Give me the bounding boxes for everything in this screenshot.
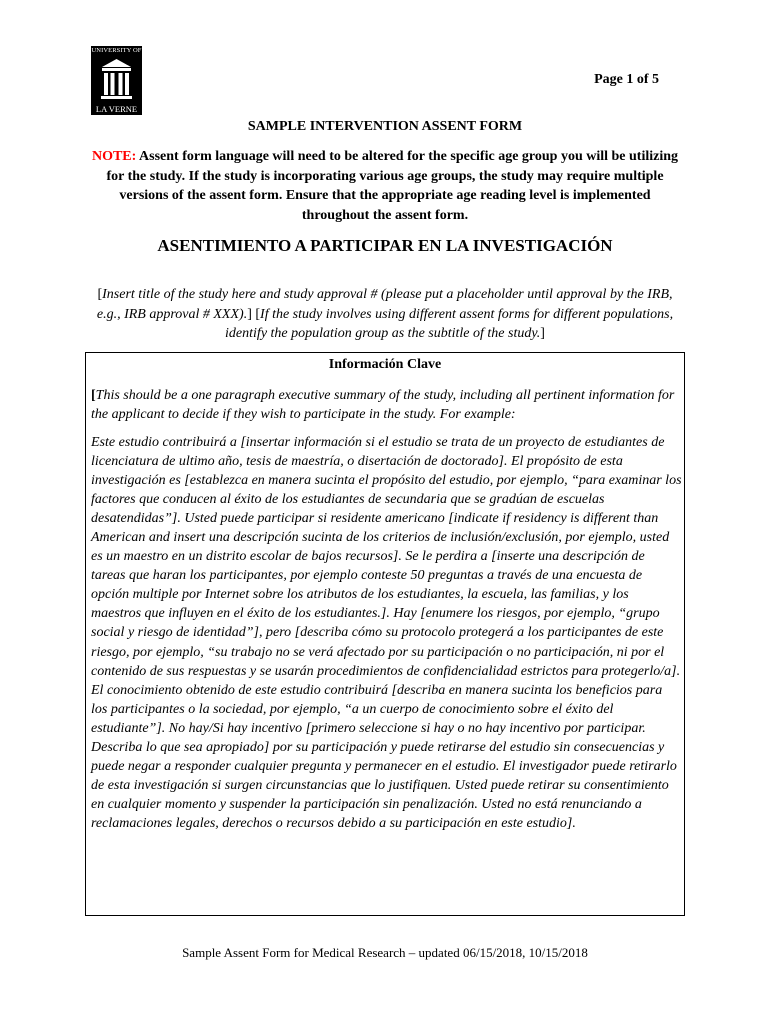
key-information-summary — [91, 386, 681, 425]
key-information-body: Este estudio contribuirá a [insertar información si el estudio se trata de un proyecto de estudiantes de licenciatura de ultimo año, tesis de maestría, o disertación de doctorado]. El propósito de esta investigación es [establezca en manera sucinta el propósito del estudio, por ejemplo, “para examinar los factores que conducen al éxito de los estudiantes de secundaria que se gradúan de escuelas desatendidas”]. Usted puede participar si residente americano [indicate if residency is different than American and insert una descripción sucinta de los criterios de inclusión/exclusión, por ejemplo, usted es un maestro en un distrito escolar de bajos recursos]. Se le perdira a [inserte una descripción de tareas que haran los participantes, por ejemplo conteste 50 preguntas a través de una encuesta de opción multiple por Internet sobre los atributos de los estudiantes, la escuela, las familias, y los maestros que influyen en el éxito de los estudiantes.]. Hay [enumere los riesgos, por ejemplo, “grupo social y riesgo de identidad”], pero [describa cómo su protocolo protegerá a los participantes de este riesgo, por ejemplo, “su trabajo no se verá afectado por su participación o no participación, ni por el contenido de sus respuestas y se usarán procedimientos de confidencialidad estrictos para protegerlo/a]. El conocimiento obtenido de este estudio contribuirá [describa en manera sucinta los beneficios para los participantes o la sociedad, por ejemplo, “a un cuerpo de conocimiento sobre el éxito del estudiante”]. No hay/Si hay incentivo [primero seleccione si hay o no hay incentivo por participar. Describa lo que sea apropiado] por su participación y puede retirarse del estudio sin consecuencias y puede negar a responder cualquier pregunta y permanecer en el estudio. El investigador puede retirarlo de esta investigación si surgen circunstancias que lo justifiquen. Usted puede retirar su consentimiento en cualquier momento y suspender la participación sin penalización. Usted no está renunciando a reclamaciones legales, derechos o recursos debido a su participación en este estudio]. — [91, 435, 682, 831]
instruction-part1: Insert title of the study here and study approval # (please put a placeholder until approval by the IRB, e.g., IRB approval # XXX). — [96, 287, 673, 322]
page-number: Page 1 of 5 — [594, 72, 659, 87]
instruction-open-bracket: [ — [97, 287, 103, 302]
logo-bottom-text: LA VERNE — [95, 104, 138, 114]
note-paragraph — [88, 147, 682, 225]
logo-top-text: UNIVERSITY OF — [91, 47, 142, 54]
key-information-box — [85, 352, 685, 916]
instruction-close-bracket: ] — [540, 326, 545, 341]
note-label: NOTE: — [91, 149, 137, 164]
instruction-middle: ] [ — [247, 306, 261, 322]
main-title: ASENTIMIENTO A PARTICIPAR EN LA INVESTIGACIÓN — [157, 236, 613, 255]
note-text: Assent form language will need to be altered for the specific age group you will be utilizing for the study. If the study is incorporating various age groups, the study may require multiple versions of the assent form. Ensure that the appropriate age reading level is implemented throughout the assent form. — [106, 149, 679, 223]
summary-text: This should be a one paragraph executive summary of the study, including all pertinent information for the applicant to decide if they wish to participate in the study. For example: — [91, 388, 675, 423]
university-logo — [91, 46, 142, 115]
page-footer: Sample Assent Form for Medical Research – updated 06/15/2018, 10/15/2018 — [182, 945, 588, 960]
summary-bracket: [ — [91, 388, 96, 403]
instruction-paragraph — [92, 285, 678, 344]
form-title: SAMPLE INTERVENTION ASSENT FORM — [247, 119, 523, 134]
instruction-part2: If the study involves using different assent forms for different populations, identify the population group as the subtitle of the study. — [225, 306, 674, 341]
key-information-title: Información Clave — [328, 357, 442, 372]
building-icon — [100, 57, 133, 101]
